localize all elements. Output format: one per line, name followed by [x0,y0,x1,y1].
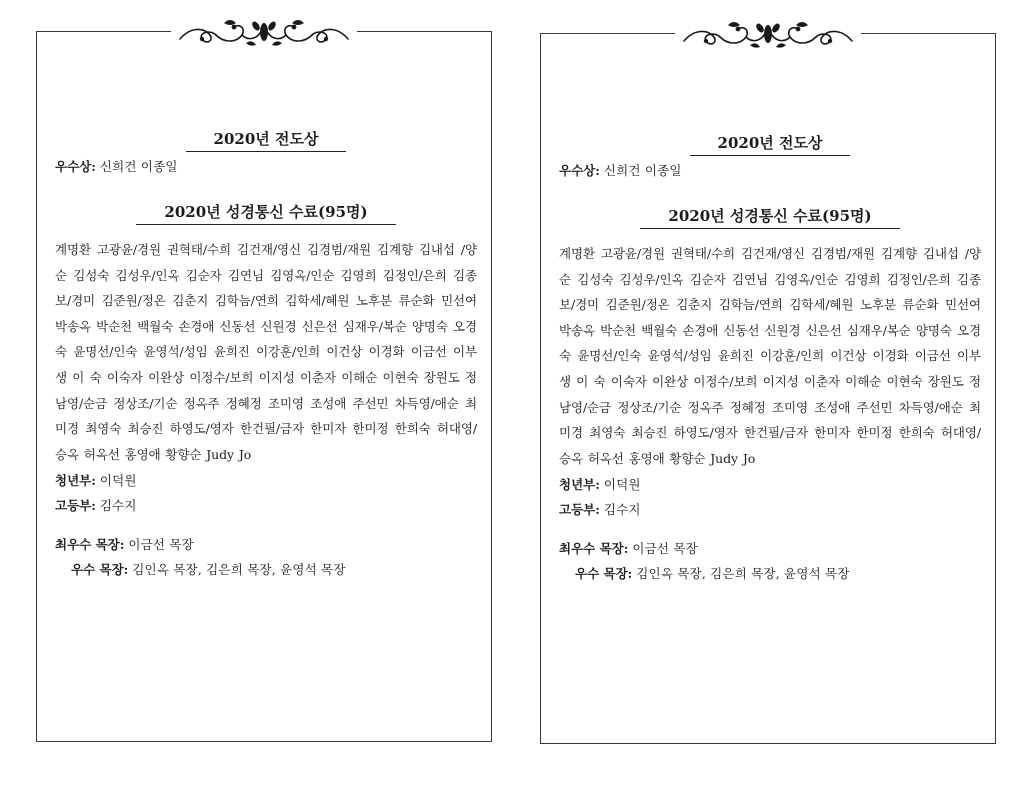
page-content [55,128,477,582]
youth-dept-line [559,472,981,497]
page-content [559,132,981,586]
highschool-dept-value: 김수지 [603,502,641,518]
excellence-award-line [55,154,477,179]
graduate-names-list: 계명환 고광윤/경원 권혁태/수희 김건재/영신 김경범/재원 김계향 김내섭 /양순 김성숙 김성우/인옥 김순자 김연님 김영옥/인순 김영희 김정인/은희 김종보/경미 김준원/정온 김춘지 김학늠/연희 김학세/혜원 노후분 류순화 민선여 박송옥 박순천 백월숙 손경애 신동선 신원경 신은선 심재우/복순 양명숙 오경숙 윤명선/인숙 윤영석/성임 윤희진 이강훈/인희 이건상 이경화 이금선 이부생 이 숙 이숙자 이완상 이정수/보희 이지성 이춘자 이해순 이현숙 장원도 정남영/순금 정상조/기순 정옥주 정혜정 조미영 조성애 주선민 차득영/애순 최미경 최영숙 최승진 하영도/영자 한건필/금자 한미자 한미정 한희숙 허대영/승옥 허옥선 홍영애 황향순 Judy Jo [559,246,981,466]
graduate-names-list: 계명환 고광윤/경원 권혁태/수희 김건재/영신 김경범/재원 김계향 김내섭 /양순 김성숙 김성우/인옥 김순자 김연님 김영옥/인순 김영희 김정인/은희 김종보/경미 김준원/정온 김춘지 김학늠/연희 김학세/혜원 노후분 류순화 민선여 박송옥 박순천 백월숙 손경애 신동선 신원경 신은선 심재우/복순 양명숙 오경숙 윤명선/인숙 윤영석/성임 윤희진 이강훈/인희 이건상 이경화 이금선 이부생 이 숙 이숙자 이완상 이정수/보희 이지성 이춘자 이해순 이현숙 장원도 정남영/순금 정상조/기순 정옥주 정혜정 조미영 조성애 주선민 차득영/애순 최미경 최영숙 최승진 하영도/영자 한건필/금자 한미자 한미정 한희숙 허대영/승옥 허옥선 홍영애 황향순 Judy Jo [55,242,477,462]
good-shepherd-value: 김인옥 목장, 김은희 목장, 윤영석 목장 [636,566,850,582]
excellence-award-line [559,158,981,183]
floral-scroll-ornament-icon [171,16,357,50]
best-shepherd-label: 최우수 목장: [55,537,125,553]
best-shepherd-line [55,532,477,557]
excellence-award-value: 신희건 이종일 [99,159,178,174]
floral-scroll-ornament-icon [675,18,861,52]
good-shepherd-line [55,557,477,582]
highschool-dept-line [559,497,981,522]
page-right [540,33,996,744]
excellence-award-label: 우수상: [559,163,600,178]
youth-dept-value: 이덕원 [99,473,137,489]
best-shepherd-line [559,536,981,561]
good-shepherd-label: 우수 목장: [575,566,633,582]
highschool-dept-label: 고등부: [55,498,96,514]
highschool-dept-label: 고등부: [559,502,600,518]
highschool-dept-line [55,493,477,518]
bible-course-heading: 2020년 성경통신 수료(95명) [55,201,477,225]
best-shepherd-value: 이금선 목장 [128,537,194,553]
youth-dept-label: 청년부: [55,473,96,489]
bible-course-heading: 2020년 성경통신 수료(95명) [559,205,981,229]
page-left [36,31,492,742]
youth-dept-value: 이덕원 [603,477,641,493]
evangelism-award-heading: 2020년 전도상 [55,128,477,152]
best-shepherd-label: 최우수 목장: [559,541,629,557]
highschool-dept-value: 김수지 [99,498,137,514]
good-shepherd-value: 김인옥 목장, 김은희 목장, 윤영석 목장 [132,562,346,578]
best-shepherd-value: 이금선 목장 [632,541,698,557]
excellence-award-value: 신희건 이종일 [603,163,682,178]
evangelism-award-heading: 2020년 전도상 [559,132,981,156]
good-shepherd-line [559,561,981,586]
good-shepherd-label: 우수 목장: [71,562,129,578]
excellence-award-label: 우수상: [55,159,96,174]
youth-dept-label: 청년부: [559,477,600,493]
youth-dept-line [55,468,477,493]
